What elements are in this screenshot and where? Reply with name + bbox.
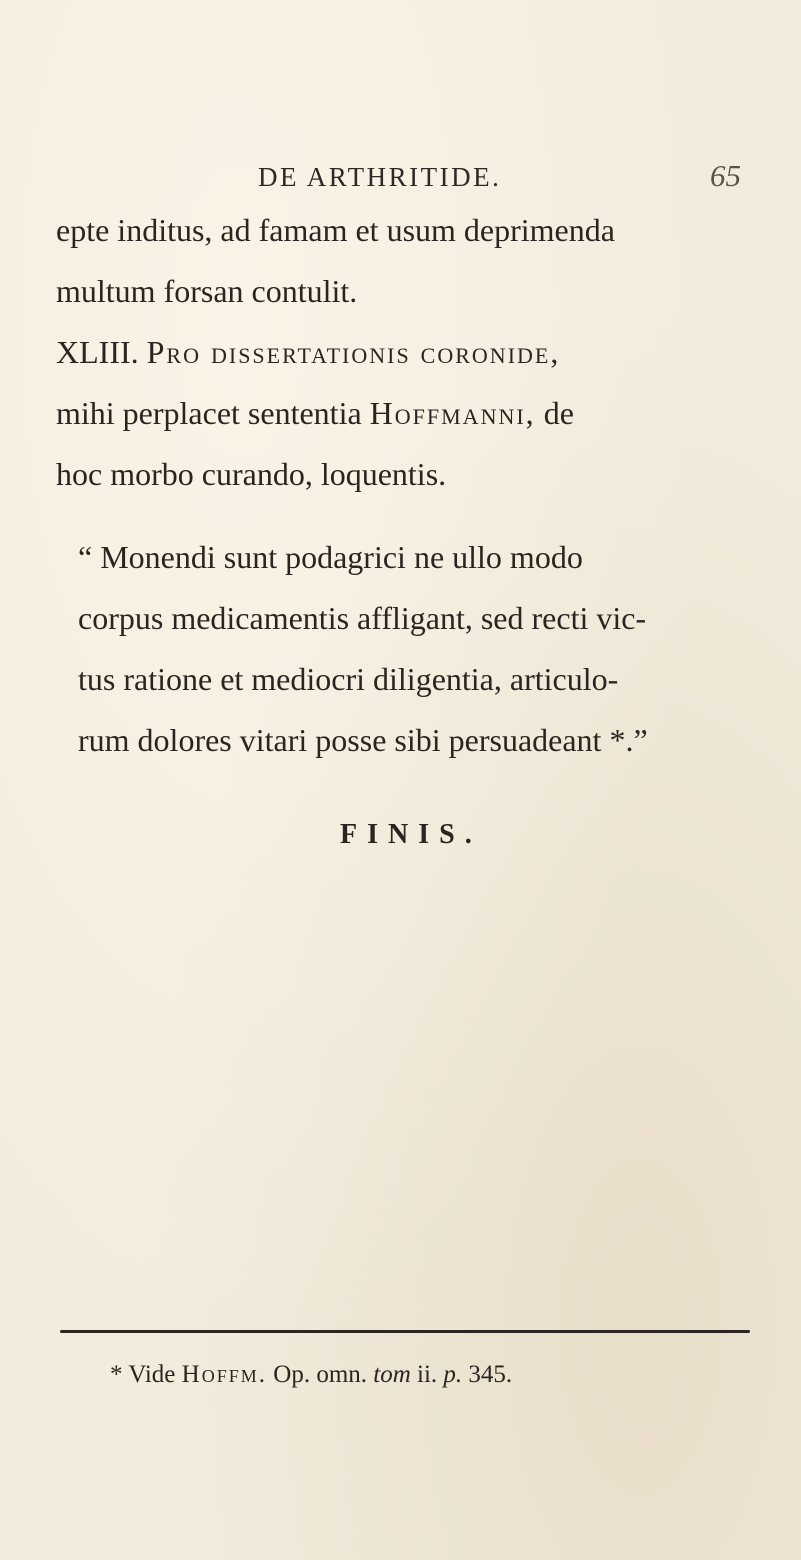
quotation — [56, 527, 778, 771]
section-number: XLIII. — [56, 334, 147, 370]
section-title-smallcaps: Pro dissertationis coronide, — [146, 334, 561, 370]
text-line: multum forsan contulit. — [56, 273, 358, 309]
page-number: 65 — [710, 158, 741, 193]
author-name-smallcaps: Hoffmanni, — [369, 395, 536, 431]
main-text — [56, 200, 756, 505]
footnote-author: Hoffm. — [181, 1361, 268, 1388]
quote-line: rum dolores vitari posse sibi persuadeant *.” — [78, 722, 648, 758]
running-head: DE ARTHRITIDE. — [258, 162, 502, 192]
quote-line: tus ratione et mediocri diligentia, articulo- — [78, 661, 619, 697]
text-line: mihi perplacet sententia Hoffmanni, de — [56, 395, 574, 431]
footnote: * Vide Hoffm. Op. omn. tom ii. p. 345. — [110, 1361, 513, 1388]
footnote-marker: * — [110, 1361, 129, 1388]
finis-label: FINIS. — [340, 819, 482, 850]
footnote-rule — [60, 1330, 750, 1333]
quote-line: corpus medicamentis affligant, sed recti vic- — [78, 600, 647, 636]
text-line: hoc morbo curando, loquentis. — [56, 456, 447, 492]
quote-line: “ Monendi sunt podagrici ne ullo modo — [78, 539, 583, 575]
section-heading-line — [56, 322, 756, 383]
text-line: epte inditus, ad famam et usum deprimenda — [56, 212, 615, 248]
